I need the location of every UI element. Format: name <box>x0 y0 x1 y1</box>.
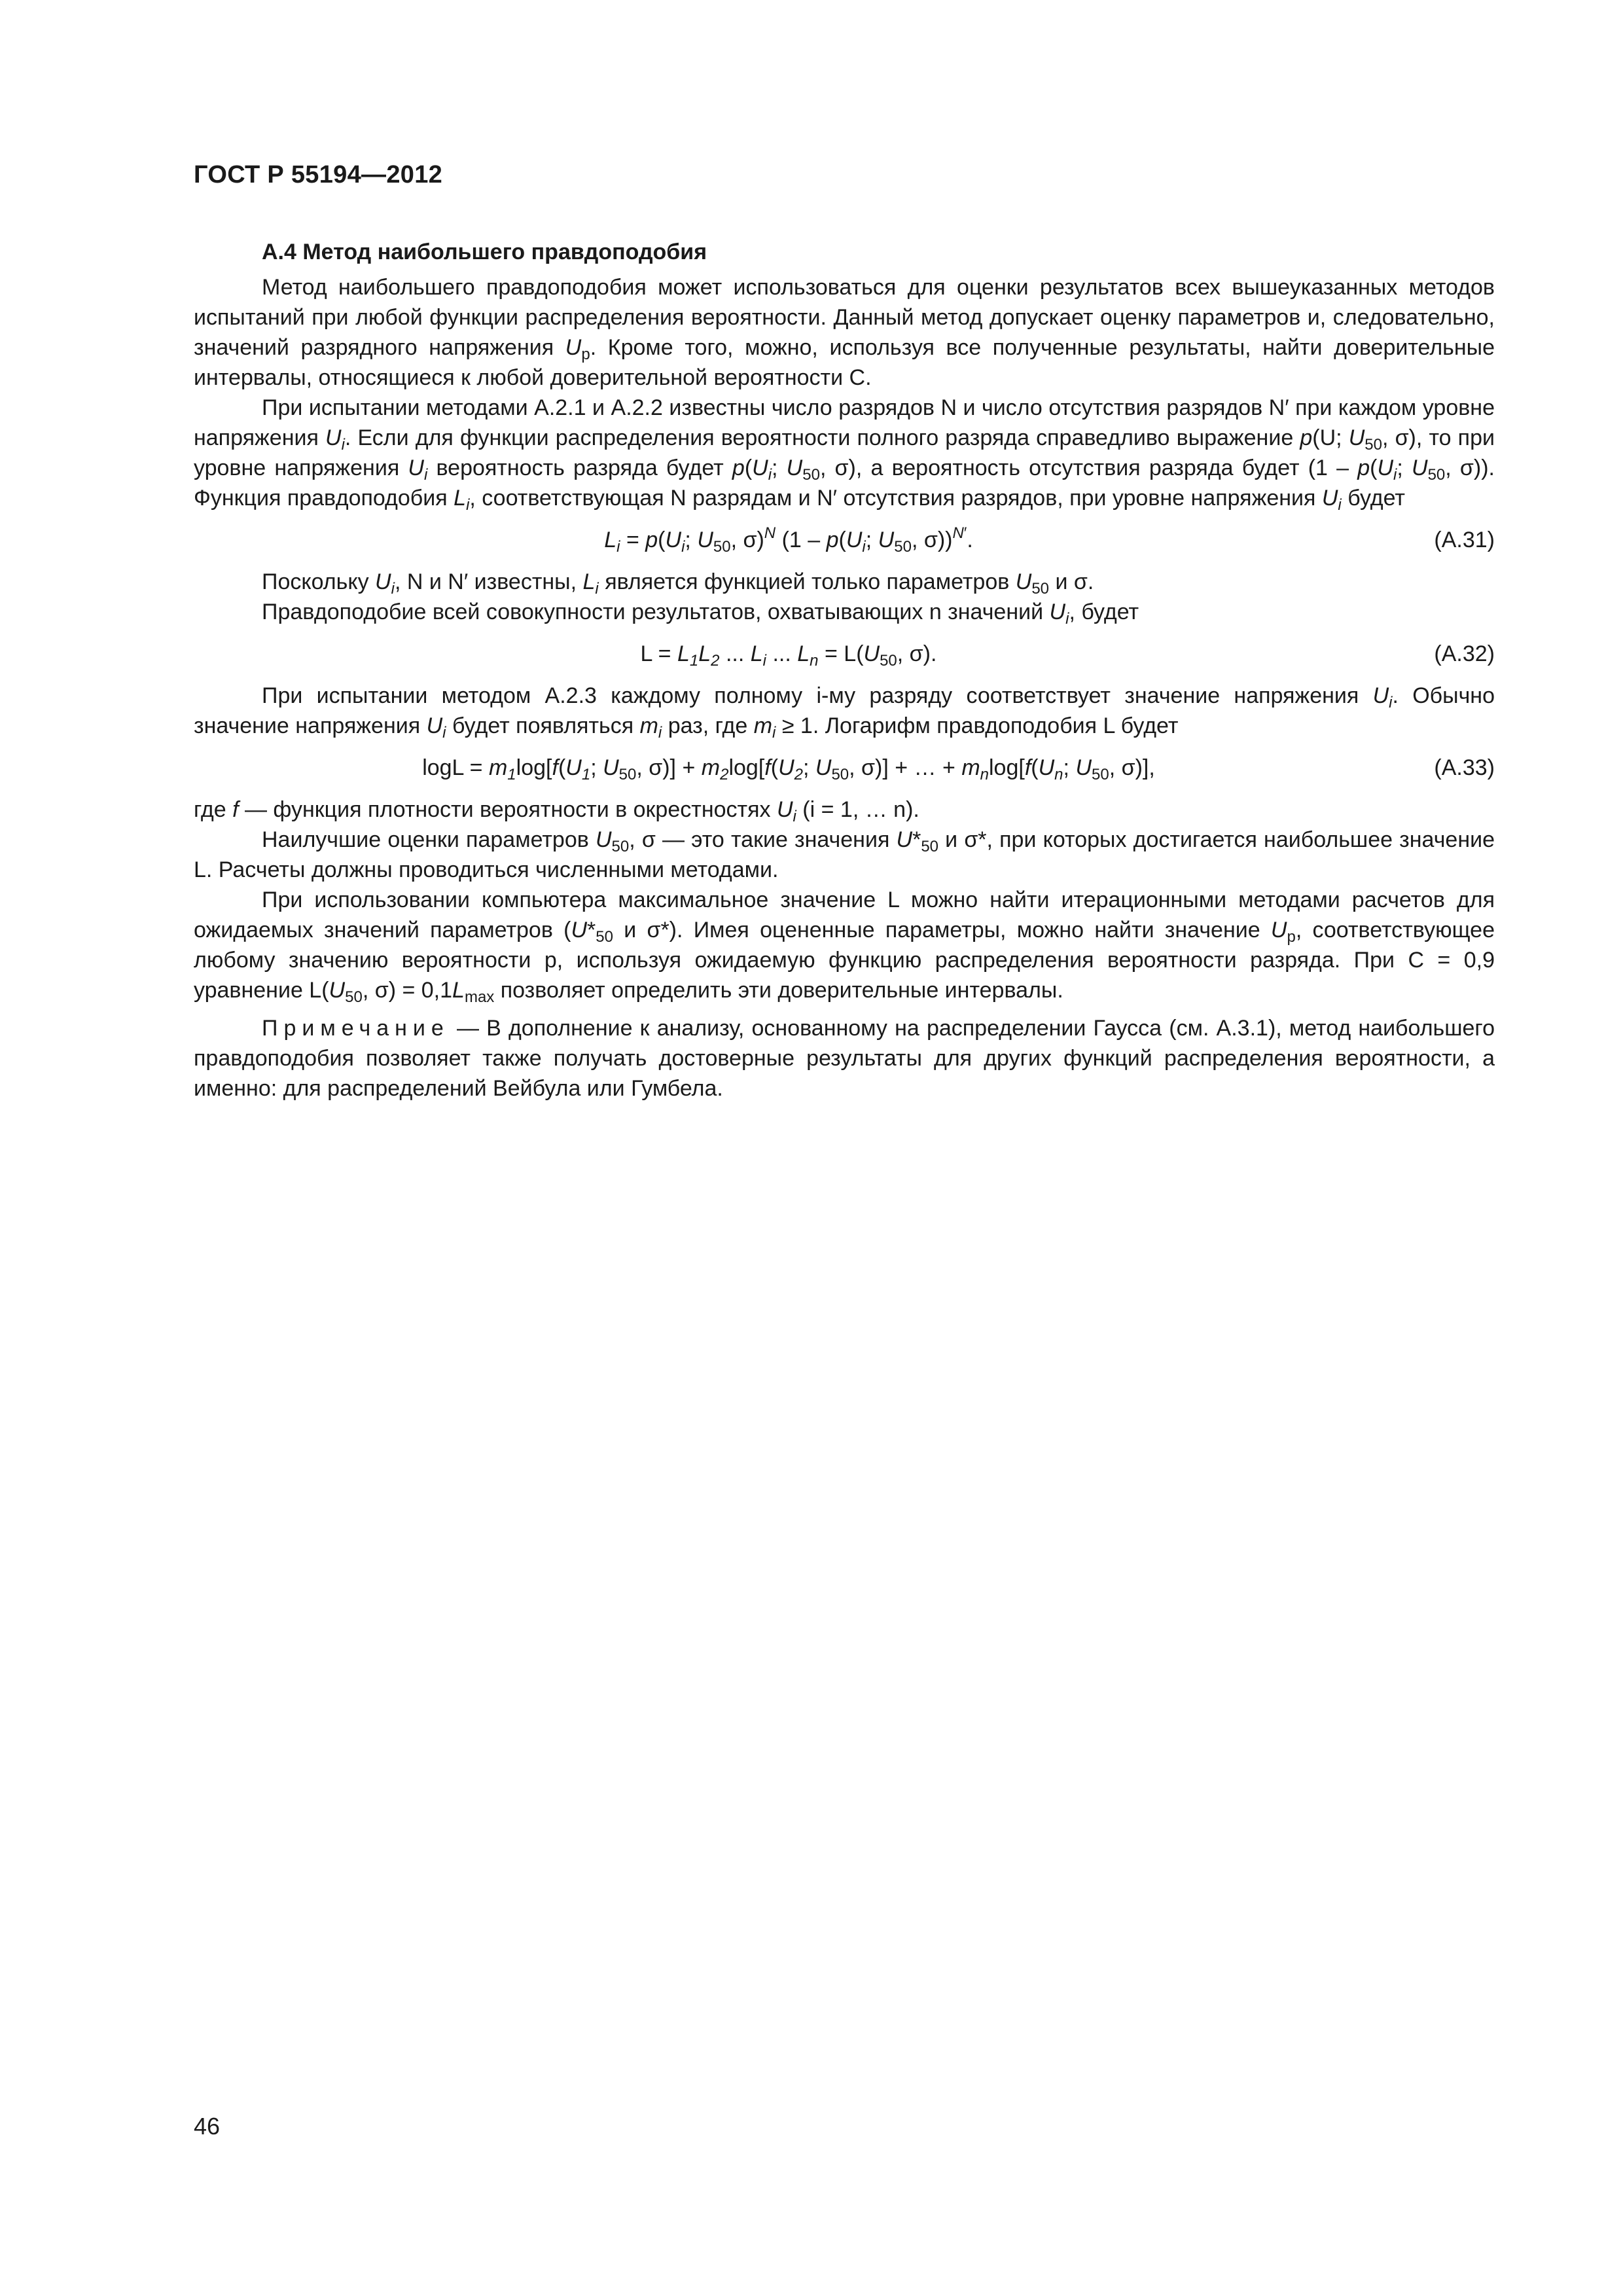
formula-a31-number: (А.31) <box>1434 528 1495 552</box>
formula-a33 <box>194 753 1495 783</box>
document-body <box>194 237 1495 1103</box>
note-label: Примечание <box>262 1016 450 1041</box>
paragraph-where-f: где f — функция плотности вероятности в окрестностях $U_i$ (i = 1, … n). <box>194 797 919 825</box>
document-header: ГОСТ Р 55194—2012 <box>194 161 443 188</box>
page-number: 46 <box>194 2113 221 2140</box>
formula-a33-number: (А.33) <box>1434 755 1495 780</box>
paragraph-parameters: Поскольку $U_i$, N и N′ известны, $L_i$ является функцией только параметров $U_{50}$ и σ. <box>262 569 1094 598</box>
formula-a31 <box>194 525 1495 555</box>
paragraph-intro: Метод наибольшего правдоподобия может использоваться для оценки результатов всех вышеуказанных методов испытаний при любой функции распределения вероятности. Данный метод допускает оценку параметров и, следовательно, значений разрядного напряжения $U_р$. Кроме того, можно, используя все полученные результаты, найти доверительные интервалы, относящиеся к любой доверительной вероятности C. <box>194 275 1495 390</box>
note <box>194 1013 1495 1103</box>
formula-a31-expression: $L_i = p(U_i$; $U_{50}$, σ)$^N$ ($1 - p(U_i$; $U_{50}$, σ))$^{N'}$. <box>604 524 973 556</box>
formula-a32-number: (А.32) <box>1434 641 1495 666</box>
paragraph-best-estimates: Наилучшие оценки параметров $U_{50}$, σ — это такие значения $U*_{50}$ и σ*, при которых достигается наибольшее значение L. Расчеты должны проводиться численными методами. <box>194 827 1495 882</box>
paragraph-methods-a21-a22: При испытании методами А.2.1 и А.2.2 известны число разрядов N и число отсутствия разрядов N′ при каждом уровне напряжения $U_i$. Если для функции распределения вероятности полного разряда справедливо выражение p(U; $U_{50}$, σ), то при уровне напряжения $U_i$ вероятность разряда будет $p(U_i$; $U_{50}$, σ), а вероятность отсутствия разряда будет ($1 - p(U_i$; $U_{50}$, σ)). Функция правдоподобия $L_i$, соответствующая N разрядам и N′ отсутствия разрядов, при уровне напряжения $U_i$ будет <box>194 395 1495 514</box>
section-title: А.4 Метод наибольшего правдоподобия <box>262 240 707 264</box>
paragraph-computer-method: При использовании компьютера максимальное значение L можно найти итерационными методами расчетов для ожидаемых значений параметров ($U*_{50}$ и σ*). Имея оцененные параметры, можно найти значение $U_р$, соответствующее любому значению вероятности p, используя ожидаемую функцию распределения вероятности разряда. При C = 0,9 уравнение $L(U_{50}$, $\sigma) = 0,1L_{max}$ позволяет определить эти доверительные интервалы. <box>194 888 1495 1006</box>
paragraph-method-a23: При испытании методом А.2.3 каждому полному i-му разряду соответствует значение напряжения $U_i$. Обычно значение напряжения $U_i$ будет появляться $m_i$ раз, где $m_i \ge 1$. Логарифм правдоподобия L будет <box>194 683 1495 742</box>
formula-a33-expression: $\log L = m_1\log[f(U_1$; $U_{50}$, $\sigma)] + m_2\log[f(U_2$; $U_{50}$, σ)] + … + $m_n\log[f(U_n$; $U_{50}$, σ)], <box>422 755 1155 783</box>
formula-a32-expression: $L = L_1L_2$ ... $L_i$ ... $L_n = L(U_{50}$, σ). <box>640 641 937 670</box>
formula-a32 <box>194 639 1495 669</box>
note-text: — В дополнение к анализу, основанному на распределении Гаусса (см. А.3.1), метод наибольшего правдоподобия позволяет также получать достоверные результаты для других функций распределения вероятности, а именно: для распределений Вейбула или Гумбела. <box>194 1016 1495 1101</box>
paragraph-likelihood-total: Правдоподобие всей совокупности результатов, охватывающих n значений $U_i$, будет <box>262 600 1139 628</box>
